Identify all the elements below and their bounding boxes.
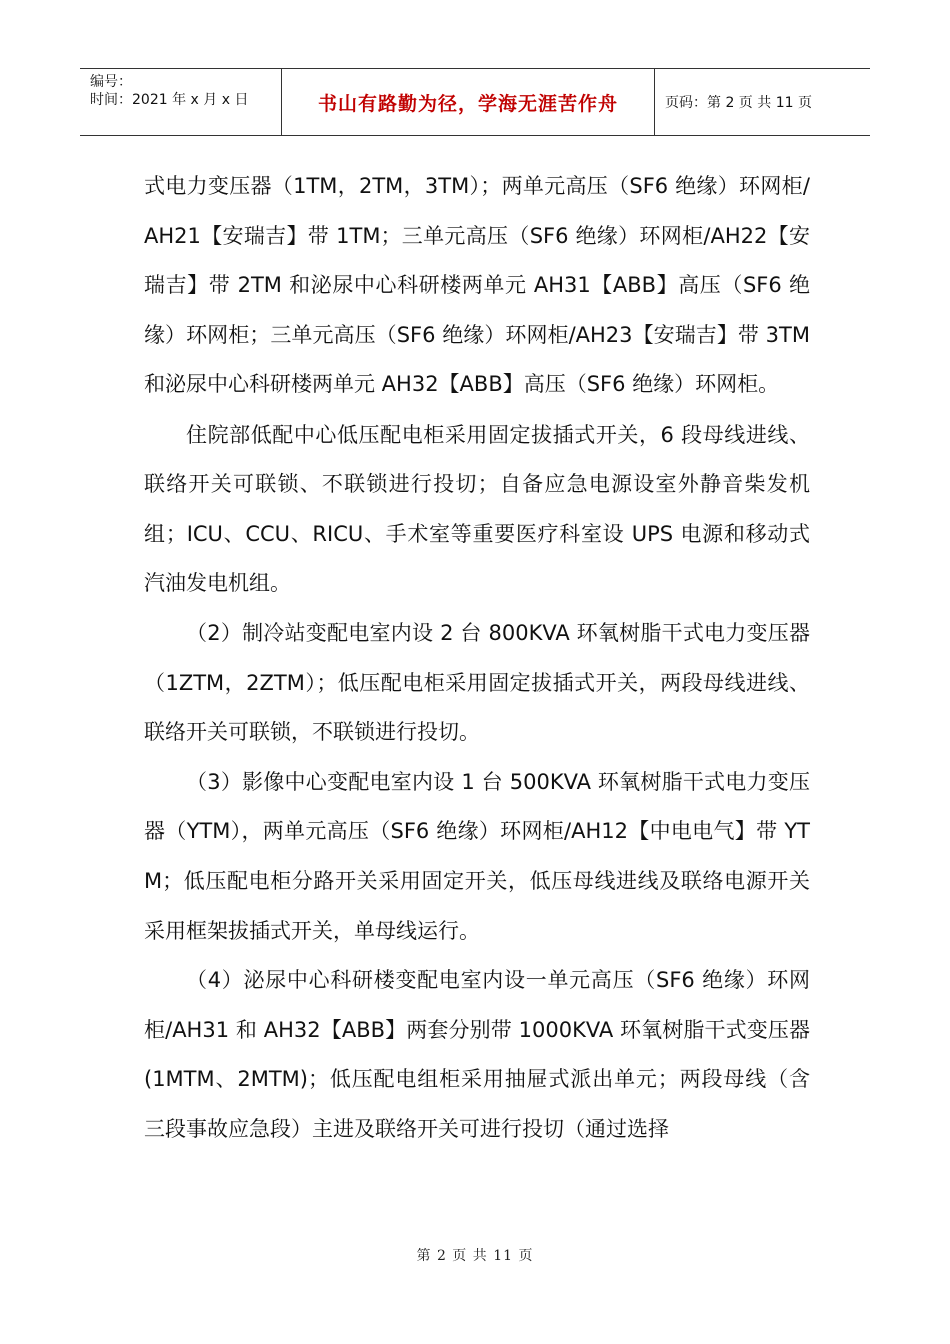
- header-motto-cell: [281, 69, 655, 135]
- page-footer: 第 2 页 共 11 页: [416, 1248, 534, 1264]
- paragraph-urology-center: （4）泌尿中心科研楼变配电室内设一单元高压（SF6 绝缘）环网柜/AH31 和 AH32【ABB】两套分别带 1000KVA 环氧树脂干式变压器(1MTM、2MTM)；低压配电组柜采用抽屉式派出单元；两段母线（含三段事故应急段）主进及联络开关可进行投切（通过选择: [144, 968, 810, 1141]
- paragraph-imaging-center: （3）影像中心变配电室内设 1 台 500KVA 环氧树脂干式电力变压器（YTM），两单元高压（SF6 绝缘）环网柜/AH12【中电电气】带 YTM；低压配电柜分路开关采用固定开关，低压母线进线及联络电源开关采用框架拔插式开关，单母线运行。: [144, 769, 810, 943]
- document-date: 时间：2021 年 x 月 x 日: [90, 92, 249, 108]
- paragraph-continuation: 式电力变压器（1TM，2TM，3TM）；两单元高压（SF6 绝缘）环网柜/AH21【安瑞吉】带 1TM；三单元高压（SF6 绝缘）环网柜/AH22【安瑞吉】带 2TM 和泌尿中心科研楼两单元 AH31【ABB】高压（SF6 绝缘）环网柜；三单元高压（SF6 绝缘）环网柜/AH23【安瑞吉】带 3TM 和泌尿中心科研楼两单元 AH32【ABB】高压（SF6 绝缘）环网柜。: [144, 174, 810, 397]
- header-page-cell: [655, 69, 870, 135]
- document-number-label: 编号：: [90, 74, 132, 90]
- header-meta: [80, 69, 281, 135]
- paragraph-low-voltage: 住院部低配中心低压配电柜采用固定拔插式开关，6 段母线进线、联络开关可联锁、不联锁进行投切；自备应急电源设室外静音柴发机组；ICU、CCU、RICU、手术室等重要医疗科室设 UPS 电源和移动式汽油发电机组。: [144, 422, 810, 596]
- header-page-info: 页码：第 2 页 共 11 页: [665, 95, 812, 111]
- paragraph-cooling-station: （2）制冷站变配电室内设 2 台 800KVA 环氧树脂干式电力变压器（1ZTM，2ZTM）；低压配电柜采用固定拔插式开关，两段母线进线、联络开关可联锁，不联锁进行投切。: [144, 620, 810, 745]
- page-header: [80, 68, 870, 136]
- document-body: [144, 162, 810, 1154]
- motto: 书山有路勤为径，学海无涯苦作舟: [317, 92, 618, 115]
